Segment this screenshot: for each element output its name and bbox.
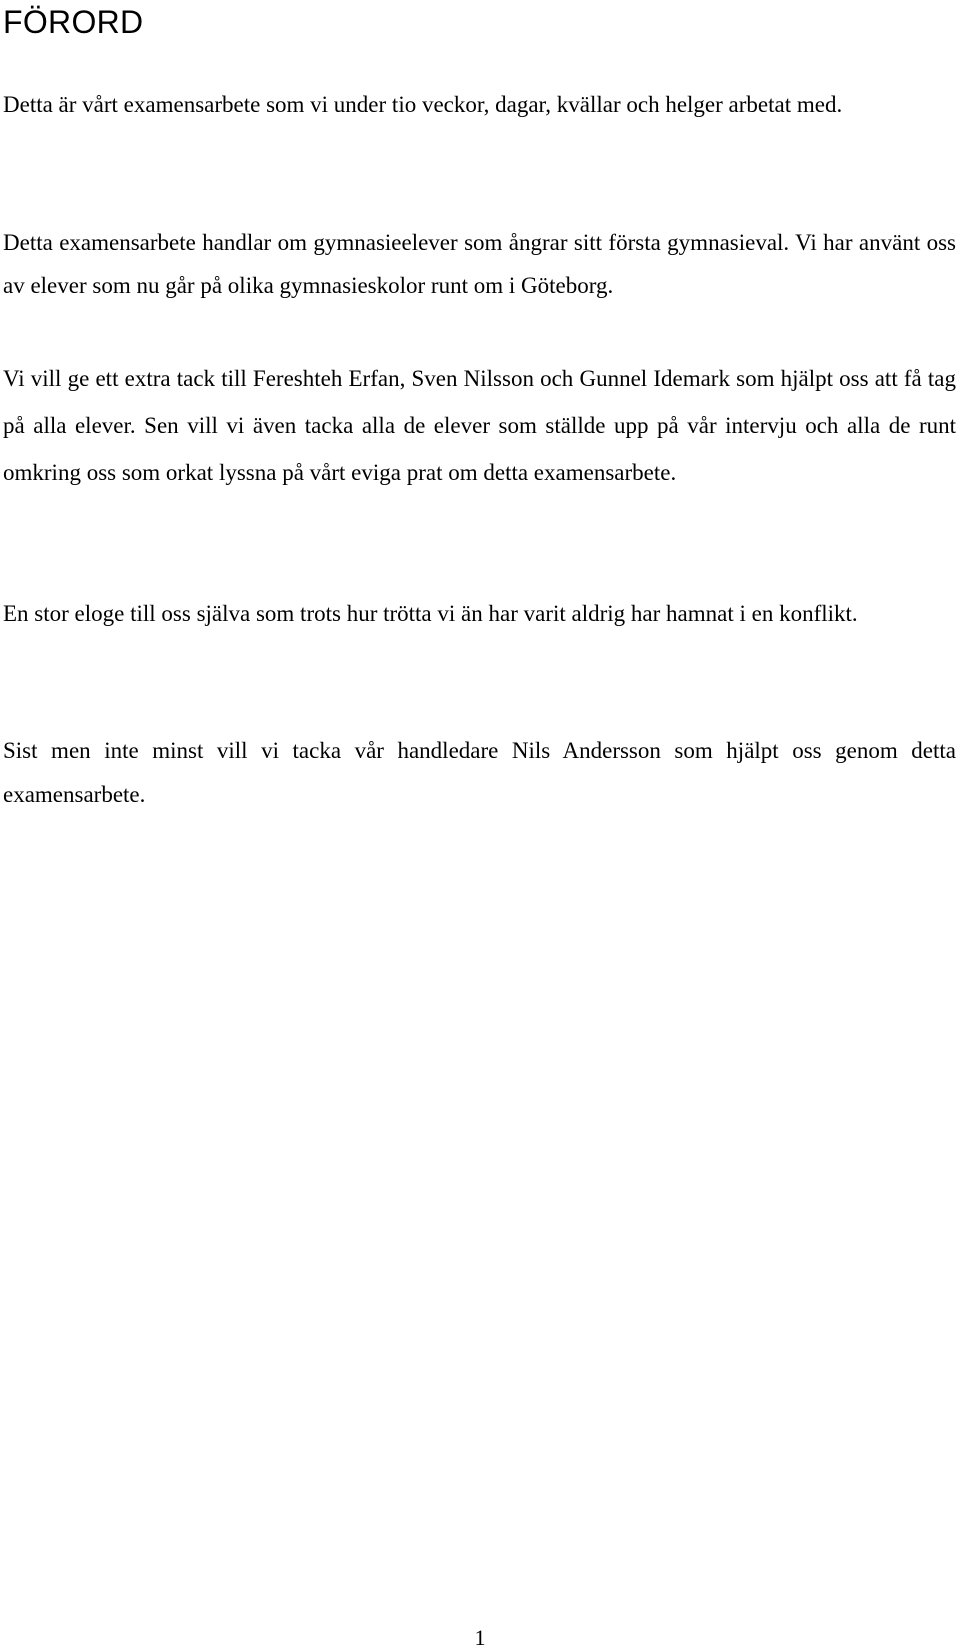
paragraph-intro: Detta är vårt examensarbete som vi under tio veckor, dagar, kvällar och helger arbetat med. <box>3 92 843 117</box>
page-number: 1 <box>474 1625 486 1650</box>
page-title: FÖRORD <box>3 4 144 40</box>
paragraph-topic: Detta examensarbete handlar om gymnasieelever som ångrar sitt första gymnasieval. Vi har använt oss av elever som nu går på olika gymnasieskolor runt om i Göteborg. <box>3 230 956 298</box>
paragraph-supervisor-thanks: Sist men inte minst vill vi tacka vår handledare Nils Andersson som hjälpt oss genom detta examensarbete. <box>3 738 956 807</box>
paragraph-self-praise: En stor eloge till oss själva som trots hur trötta vi än har varit aldrig har hamnat i en konflikt. <box>3 601 858 626</box>
paragraph-acknowledgements: Vi vill ge ett extra tack till Fereshteh Erfan, Sven Nilsson och Gunnel Idemark som hjälpt oss att få tag på alla elever. Sen vill vi även tacka alla de elever som ställde upp på vår intervju och alla de runt omkring oss som orkat lyssna på vårt eviga prat om detta examensarbete. <box>3 366 956 485</box>
